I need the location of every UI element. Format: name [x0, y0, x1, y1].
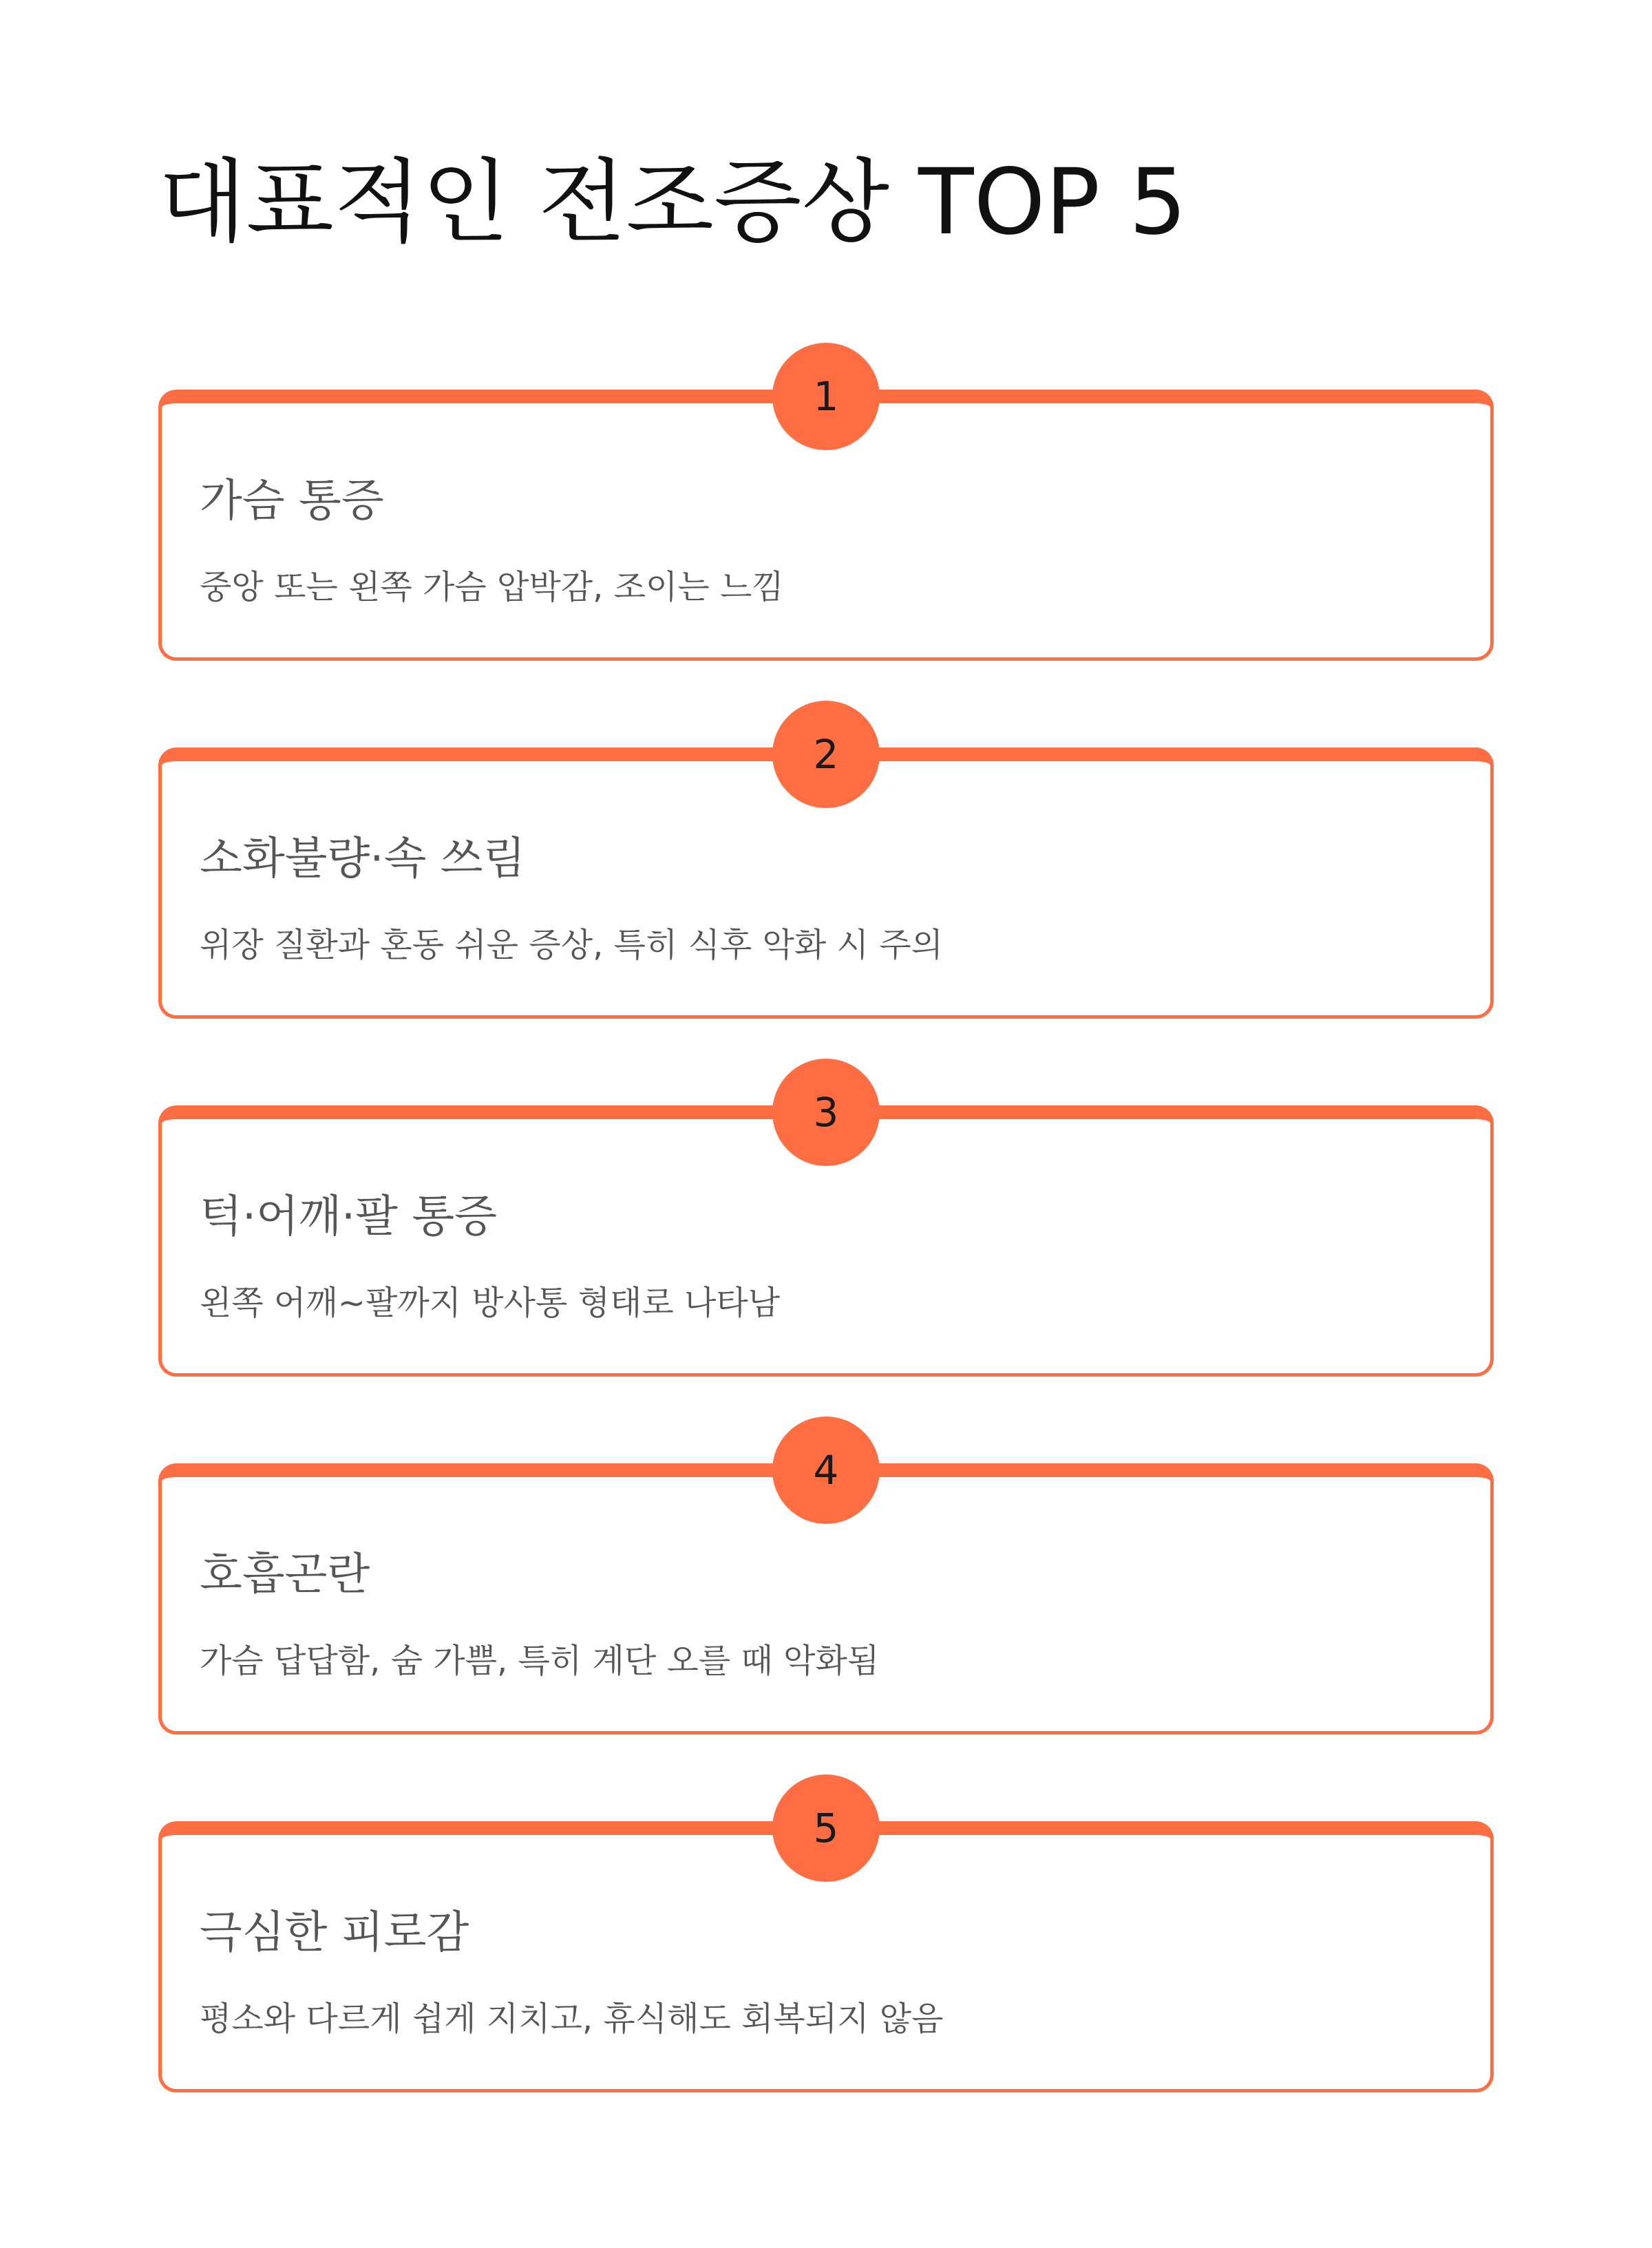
symptom-description: 평소와 다르게 쉽게 지치고, 휴식해도 회복되지 않음: [200, 2000, 944, 2038]
symptom-title: 호흡곤란: [200, 1549, 370, 1600]
symptom-description: 왼쪽 어깨~팔까지 방사통 형태로 나타남: [200, 1284, 781, 1322]
symptom-title: 극심한 피로감: [200, 1907, 469, 1958]
number-badge: 4: [772, 1417, 880, 1524]
page-title: 대표적인 전조증상 TOP 5: [158, 149, 1187, 255]
symptom-card-5: [158, 1805, 1494, 2092]
symptom-description: 가슴 답답함, 숨 가쁨, 특히 계단 오를 때 악화됨: [200, 1642, 880, 1680]
symptom-title: 가슴 통증: [200, 476, 384, 527]
symptom-title: 소화불량·속 쓰림: [200, 834, 526, 884]
number-badge: 2: [772, 701, 880, 808]
symptom-title: 턱·어깨·팔 통증: [200, 1191, 497, 1242]
symptom-card-4: [158, 1447, 1494, 1735]
symptom-card-3: [158, 1089, 1494, 1377]
symptom-card-2: [158, 731, 1494, 1019]
symptom-description: 중앙 또는 왼쪽 가슴 압박감, 조이는 느낌: [200, 568, 784, 606]
number-badge: 1: [772, 343, 880, 450]
number-badge: 3: [772, 1059, 880, 1166]
symptom-description: 위장 질환과 혼동 쉬운 증상, 특히 식후 악화 시 주의: [200, 926, 943, 964]
number-badge: 5: [772, 1774, 880, 1882]
symptom-card-1: [158, 373, 1494, 661]
